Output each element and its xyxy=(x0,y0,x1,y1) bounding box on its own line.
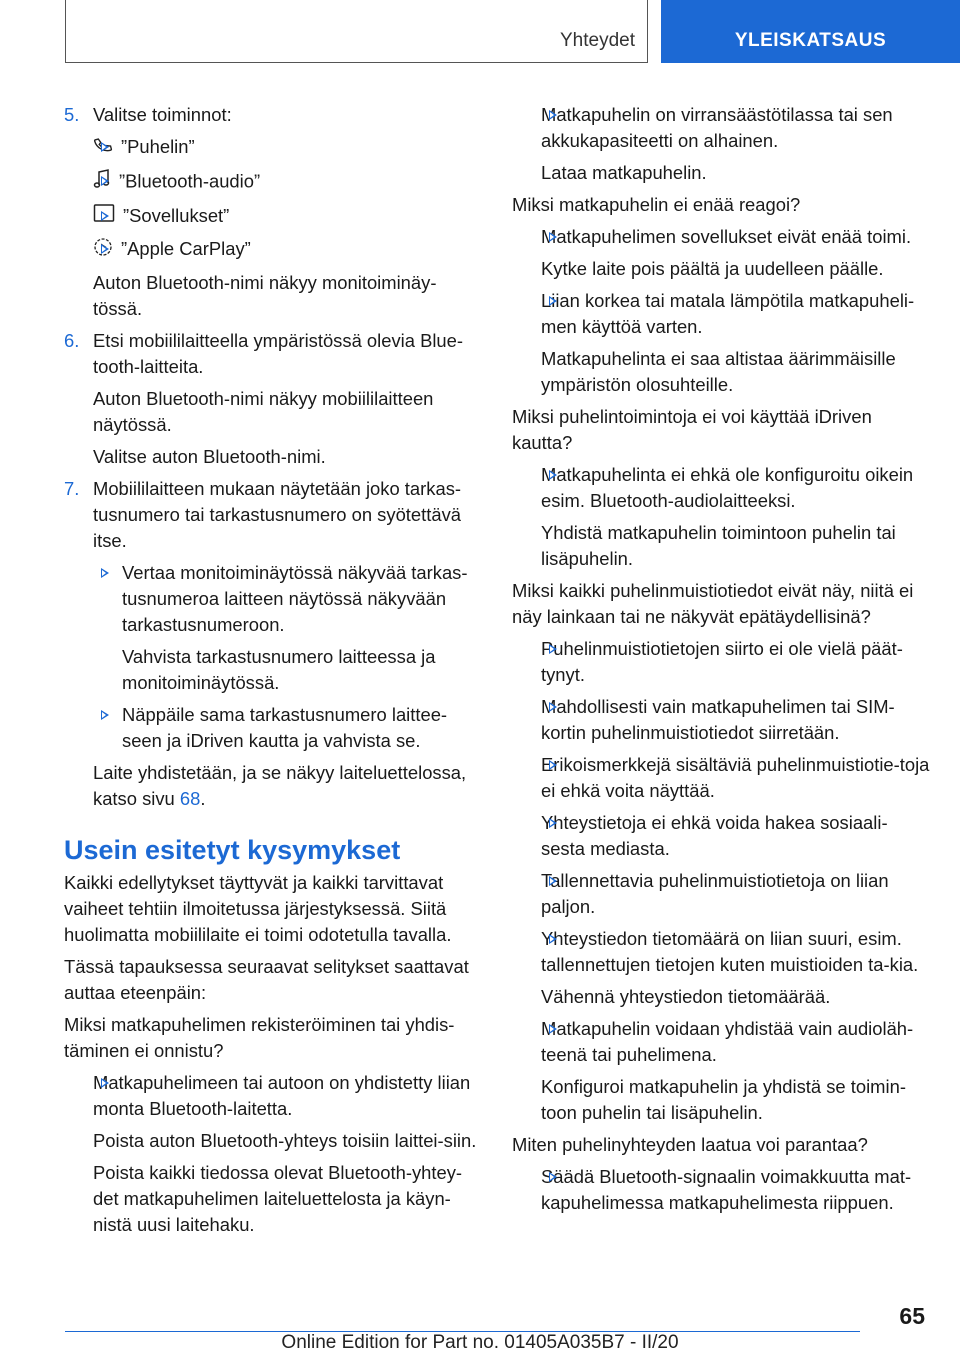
triangle-bullet-icon xyxy=(549,1024,557,1034)
triangle-bullet-icon xyxy=(549,470,557,480)
faq-question-5: Miten puhelinyhteyden laatua voi parantaa? xyxy=(512,1134,868,1155)
triangle-bullet-icon xyxy=(549,934,557,944)
faq-answer: Matkapuhelin voidaan yhdistää vain audioläh-teenä tai puhelimena. Konfiguroi matkapuhelin ja yhdistä se toimin-toon puhelin tai lisäpuhelin. xyxy=(541,1018,914,1123)
faq-answer: Matkapuhelinta ei ehkä ole konfiguroitu oikein esim. Bluetooth-audiolaitteeksi. Yhdistä matkapuhelin toimintoon puhelin tai lisäpuhelin. xyxy=(541,464,914,569)
step-text: Etsi mobiililaitteella ympäristössä olevia Blue-tooth-laitteita. xyxy=(93,329,464,377)
triangle-bullet-icon xyxy=(101,1078,109,1088)
triangle-bullet-icon xyxy=(101,244,109,254)
triangle-bullet-icon xyxy=(101,211,109,221)
page-number: 65 xyxy=(899,1303,925,1329)
triangle-bullet-icon xyxy=(549,1172,557,1182)
option-label: ”Bluetooth-audio” xyxy=(119,170,261,191)
triangle-bullet-icon xyxy=(549,232,557,242)
faq-answer: Puhelinmuistiotietojen siirto ei ole vielä päät-tynyt. xyxy=(541,638,903,685)
triangle-bullet-icon xyxy=(549,876,557,886)
option-phone xyxy=(64,134,478,162)
option-apps xyxy=(64,203,478,231)
option-label: ”Apple CarPlay” xyxy=(121,238,251,260)
right-column xyxy=(512,102,930,1222)
triangle-bullet-icon xyxy=(549,702,557,712)
step-number: 7. xyxy=(64,477,80,499)
triangle-bullet-icon xyxy=(101,710,109,720)
step-number: 6. xyxy=(64,329,80,351)
triangle-bullet-icon xyxy=(549,110,557,120)
faq-answer: Liian korkea tai matala lämpötila matkapuheli-men käyttöä varten. Matkapuhelinta ei saa altistaa äärimmäisille ympäristön olosuhteille. xyxy=(541,290,915,395)
option-carplay xyxy=(64,236,478,264)
option-bluetooth-audio xyxy=(64,168,478,197)
triangle-bullet-icon xyxy=(549,644,557,654)
page-header xyxy=(65,0,960,65)
chapter-title: YLEISKATSAUS xyxy=(734,30,887,51)
faq-answer: Säädä Bluetooth-signaalin voimakkuutta mat-kapuhelimessa matkapuhelimesta riippuen. xyxy=(541,1166,912,1213)
option-label: ”Sovellukset” xyxy=(123,204,230,226)
triangle-bullet-icon xyxy=(549,760,557,770)
chapter-tab xyxy=(661,0,960,63)
faq-answer: Matkapuhelin on virransäästötilassa tai sen akkukapasiteetti on alhainen. Lataa matkapuhelin. xyxy=(541,104,893,183)
triangle-bullet-icon xyxy=(101,176,109,186)
faq-answer: Tallennettavia puhelinmuistiotietoja on liian paljon. xyxy=(541,870,889,917)
step-text: Valitse toiminnot: xyxy=(93,104,232,125)
option-label: ”Puhelin” xyxy=(121,136,195,157)
step-7-bullet-2: Näppäile sama tarkastusnumero laittee-seen ja iDriven kautta ja vahvista se. xyxy=(64,702,478,754)
faq-intro-2: Tässä tapauksessa seuraavat selitykset saattavat auttaa eteenpäin: xyxy=(64,955,469,1003)
left-column xyxy=(64,102,478,1244)
triangle-bullet-icon xyxy=(549,296,557,306)
section-tab xyxy=(65,0,648,63)
triangle-bullet-icon xyxy=(101,568,109,578)
step-7-bullet-1: Vertaa monitoiminäytössä näkyvää tarkas-tusnumeroa laitteen näytössä näkyvään tarkastusnumeroon. Vahvista tarkastusnumero laitteessa ja monitoiminäytössä. xyxy=(64,560,478,696)
faq-question-1: Miksi matkapuhelimen rekisteröiminen tai yhdis-täminen ei onnistu? xyxy=(64,1013,455,1061)
step-6: 6. Etsi mobiililaitteella ympäristössä olevia Blue-tooth-laitteita. Auton Bluetooth-nimi näkyy mobiililaitteen näytössä. Valitse auton Bluetooth-nimi. xyxy=(64,328,478,470)
page-reference-link[interactable]: 68 xyxy=(179,787,201,809)
step-number: 5. xyxy=(64,104,80,125)
faq-answer: Yhteystiedon tietomäärä on liian suuri, esim. tallennettujen tietojen kuten muistioiden ta-kia. Vähennä yhteystiedon tietomäärää. xyxy=(541,928,919,1007)
faq-question-3: Miksi puhelintoimintoja ei voi käyttää iDriven kautta? xyxy=(512,406,872,453)
step-7-after: Laite yhdistetään, ja se näkyy laiteluettelossa, katso sivu 68. xyxy=(93,761,467,809)
step-text: Mobiililaitteen mukaan näytetään joko tarkas-tusnumero tai tarkastusnumero on syötettävä itse. xyxy=(93,477,462,551)
step-5 xyxy=(64,102,478,128)
faq-answer: Mahdollisesti vain matkapuhelimen tai SIM-kortin puhelinmuistiotiedot siirretään. xyxy=(541,696,895,743)
step-5-note: Auton Bluetooth-nimi näkyy monitoiminäy-tössä. xyxy=(93,271,437,319)
footer-edition: Online Edition for Part no. 01405A035B7 - II/20 xyxy=(281,1332,679,1353)
faq-answer: Matkapuhelimeen tai autoon on yhdistetty liian monta Bluetooth-laitetta. Poista auton Bluetooth-yhteys toisiin laittei-siin. Poista kaikki tiedossa olevat Bluetooth-yhtey-det matkapuhelimen laiteluettelosta ja käyn-nistä uusi laitehaku. xyxy=(93,1071,477,1235)
step-7 xyxy=(64,476,478,554)
triangle-bullet-icon xyxy=(549,818,557,828)
faq-answer: Erikoismerkkejä sisältäviä puhelinmuistiotie-toja ei ehkä voita näyttää. xyxy=(541,754,930,801)
triangle-bullet-icon xyxy=(101,142,109,152)
faq-answer: Matkapuhelimen sovellukset eivät enää toimi. Kytke laite pois päältä ja uudelleen päälle. xyxy=(541,226,912,279)
faq-question-2: Miksi matkapuhelin ei enää reagoi? xyxy=(512,194,801,215)
faq-intro-1: Kaikki edellytykset täyttyvät ja kaikki tarvittavat vaiheet tehtiin ilmoitetussa järjestyksessä. Siitä huolimatta mobiililaite ei toimi odotetulla tavalla. xyxy=(64,871,452,945)
faq-question-4: Miksi kaikki puhelinmuistiotiedot eivät näy, niitä ei näy lainkaan tai ne näkyvät epätäydellisinä? xyxy=(512,580,914,627)
faq-answer: Yhteystietoja ei ehkä voida hakea sosiaali-sesta mediasta. xyxy=(541,812,888,859)
faq-heading: Usein esitetyt kysymykset xyxy=(64,834,401,865)
section-title: Yhteydet xyxy=(560,30,635,51)
